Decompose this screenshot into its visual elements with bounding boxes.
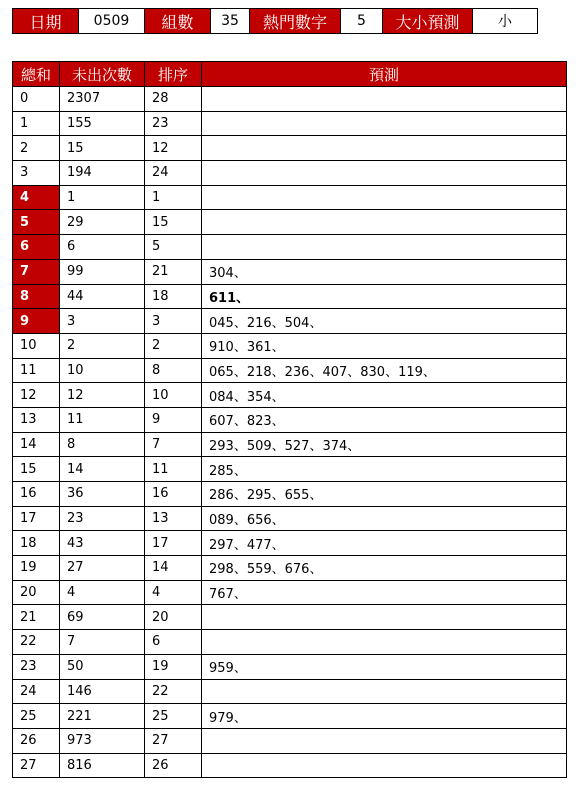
table-row <box>13 654 567 679</box>
table-row <box>13 457 567 482</box>
rank-cell: 25 <box>145 704 202 729</box>
header-missed-count: 未出次數 <box>60 62 145 87</box>
rank-cell: 14 <box>145 556 202 581</box>
table-row <box>13 679 567 704</box>
rank-cell: 9 <box>145 407 202 432</box>
sum-cell: 11 <box>13 358 60 383</box>
table-row <box>13 111 567 136</box>
prediction-cell: 286、295、655、 <box>202 482 567 507</box>
table-row <box>13 210 567 235</box>
missed-count-cell: 194 <box>60 161 145 186</box>
table-row <box>13 432 567 457</box>
prediction-cell: 084、354、 <box>202 383 567 408</box>
rank-cell: 4 <box>145 580 202 605</box>
table-row <box>13 580 567 605</box>
sum-cell: 19 <box>13 556 60 581</box>
table-row <box>13 309 567 334</box>
sum-cell: 26 <box>13 728 60 753</box>
table-row <box>13 506 567 531</box>
sum-cell: 24 <box>13 679 60 704</box>
missed-count-cell: 221 <box>60 704 145 729</box>
prediction-cell <box>202 87 567 112</box>
prediction-cell: 607、823、 <box>202 407 567 432</box>
sum-cell: 18 <box>13 531 60 556</box>
prediction-table <box>12 61 567 778</box>
prediction-cell: 611、 <box>202 284 567 309</box>
prediction-cell <box>202 728 567 753</box>
missed-count-cell: 2 <box>60 333 145 358</box>
prediction-cell: 767、 <box>202 580 567 605</box>
missed-count-cell: 50 <box>60 654 145 679</box>
sum-cell: 8 <box>13 284 60 309</box>
missed-count-cell: 6 <box>60 235 145 260</box>
table-row <box>13 383 567 408</box>
sum-cell: 1 <box>13 111 60 136</box>
missed-count-cell: 11 <box>60 407 145 432</box>
rank-cell: 19 <box>145 654 202 679</box>
rank-cell: 18 <box>145 284 202 309</box>
missed-count-cell: 146 <box>60 679 145 704</box>
rank-cell: 23 <box>145 111 202 136</box>
sum-cell: 12 <box>13 383 60 408</box>
missed-count-cell: 23 <box>60 506 145 531</box>
rank-cell: 13 <box>145 506 202 531</box>
rank-cell: 2 <box>145 333 202 358</box>
prediction-cell: 285、 <box>202 457 567 482</box>
sum-cell: 6 <box>13 235 60 260</box>
table-row <box>13 235 567 260</box>
missed-count-cell: 7 <box>60 630 145 655</box>
sum-cell: 4 <box>13 185 60 210</box>
rank-cell: 1 <box>145 185 202 210</box>
missed-count-cell: 29 <box>60 210 145 235</box>
date-value: 0509 <box>79 9 145 34</box>
rank-cell: 24 <box>145 161 202 186</box>
table-row <box>13 87 567 112</box>
rank-cell: 6 <box>145 630 202 655</box>
table-row <box>13 407 567 432</box>
prediction-cell <box>202 161 567 186</box>
prediction-cell: 065、218、236、407、830、119、 <box>202 358 567 383</box>
table-row <box>13 259 567 284</box>
missed-count-cell: 44 <box>60 284 145 309</box>
size-prediction-value: 小 <box>473 9 538 34</box>
prediction-cell <box>202 235 567 260</box>
sum-cell: 10 <box>13 333 60 358</box>
missed-count-cell: 14 <box>60 457 145 482</box>
table-header-row <box>13 62 567 87</box>
prediction-cell <box>202 136 567 161</box>
prediction-cell: 298、559、676、 <box>202 556 567 581</box>
rank-cell: 28 <box>145 87 202 112</box>
table-row <box>13 556 567 581</box>
rank-cell: 10 <box>145 383 202 408</box>
table-row <box>13 630 567 655</box>
rank-cell: 16 <box>145 482 202 507</box>
table-row <box>13 728 567 753</box>
missed-count-cell: 2307 <box>60 87 145 112</box>
missed-count-cell: 99 <box>60 259 145 284</box>
header-prediction: 預測 <box>202 62 567 87</box>
missed-count-cell: 8 <box>60 432 145 457</box>
groups-value: 35 <box>211 9 250 34</box>
rank-cell: 17 <box>145 531 202 556</box>
missed-count-cell: 36 <box>60 482 145 507</box>
sum-cell: 22 <box>13 630 60 655</box>
table-row <box>13 284 567 309</box>
table-row <box>13 605 567 630</box>
rank-cell: 5 <box>145 235 202 260</box>
rank-cell: 26 <box>145 753 202 778</box>
sum-cell: 27 <box>13 753 60 778</box>
rank-cell: 21 <box>145 259 202 284</box>
missed-count-cell: 27 <box>60 556 145 581</box>
prediction-cell: 293、509、527、374、 <box>202 432 567 457</box>
missed-count-cell: 3 <box>60 309 145 334</box>
missed-count-cell: 1 <box>60 185 145 210</box>
missed-count-cell: 15 <box>60 136 145 161</box>
rank-cell: 27 <box>145 728 202 753</box>
sum-cell: 0 <box>13 87 60 112</box>
missed-count-cell: 69 <box>60 605 145 630</box>
missed-count-cell: 816 <box>60 753 145 778</box>
prediction-cell <box>202 185 567 210</box>
rank-cell: 22 <box>145 679 202 704</box>
prediction-cell <box>202 630 567 655</box>
table-row <box>13 185 567 210</box>
sum-cell: 3 <box>13 161 60 186</box>
sum-cell: 20 <box>13 580 60 605</box>
sum-cell: 7 <box>13 259 60 284</box>
sum-cell: 17 <box>13 506 60 531</box>
header-rank: 排序 <box>145 62 202 87</box>
sum-cell: 13 <box>13 407 60 432</box>
prediction-cell: 304、 <box>202 259 567 284</box>
missed-count-cell: 43 <box>60 531 145 556</box>
sum-cell: 16 <box>13 482 60 507</box>
rank-cell: 7 <box>145 432 202 457</box>
missed-count-cell: 4 <box>60 580 145 605</box>
prediction-cell <box>202 679 567 704</box>
missed-count-cell: 10 <box>60 358 145 383</box>
missed-count-cell: 12 <box>60 383 145 408</box>
prediction-cell <box>202 753 567 778</box>
prediction-cell: 297、477、 <box>202 531 567 556</box>
prediction-cell <box>202 210 567 235</box>
rank-cell: 20 <box>145 605 202 630</box>
rank-cell: 8 <box>145 358 202 383</box>
rank-cell: 11 <box>145 457 202 482</box>
prediction-cell: 089、656、 <box>202 506 567 531</box>
rank-cell: 12 <box>145 136 202 161</box>
table-row <box>13 333 567 358</box>
rank-cell: 3 <box>145 309 202 334</box>
sum-cell: 14 <box>13 432 60 457</box>
prediction-cell: 045、216、504、 <box>202 309 567 334</box>
table-row <box>13 704 567 729</box>
rank-cell: 15 <box>145 210 202 235</box>
sum-cell: 25 <box>13 704 60 729</box>
prediction-cell: 979、 <box>202 704 567 729</box>
missed-count-cell: 973 <box>60 728 145 753</box>
hot-number-label: 熱門數字 <box>250 9 341 34</box>
table-row <box>13 482 567 507</box>
sum-cell: 9 <box>13 309 60 334</box>
table-row <box>13 753 567 778</box>
prediction-cell: 910、361、 <box>202 333 567 358</box>
table-row <box>13 161 567 186</box>
sum-cell: 23 <box>13 654 60 679</box>
table-row <box>13 136 567 161</box>
sum-cell: 15 <box>13 457 60 482</box>
missed-count-cell: 155 <box>60 111 145 136</box>
date-label: 日期 <box>13 9 79 34</box>
groups-label: 組數 <box>145 9 211 34</box>
sum-cell: 21 <box>13 605 60 630</box>
sum-cell: 5 <box>13 210 60 235</box>
prediction-cell: 959、 <box>202 654 567 679</box>
table-row <box>13 531 567 556</box>
summary-bar <box>12 8 538 34</box>
size-prediction-label: 大小預測 <box>383 9 473 34</box>
prediction-cell <box>202 111 567 136</box>
prediction-cell <box>202 605 567 630</box>
hot-number-value: 5 <box>341 9 383 34</box>
header-sum: 總和 <box>13 62 60 87</box>
sum-cell: 2 <box>13 136 60 161</box>
table-row <box>13 358 567 383</box>
